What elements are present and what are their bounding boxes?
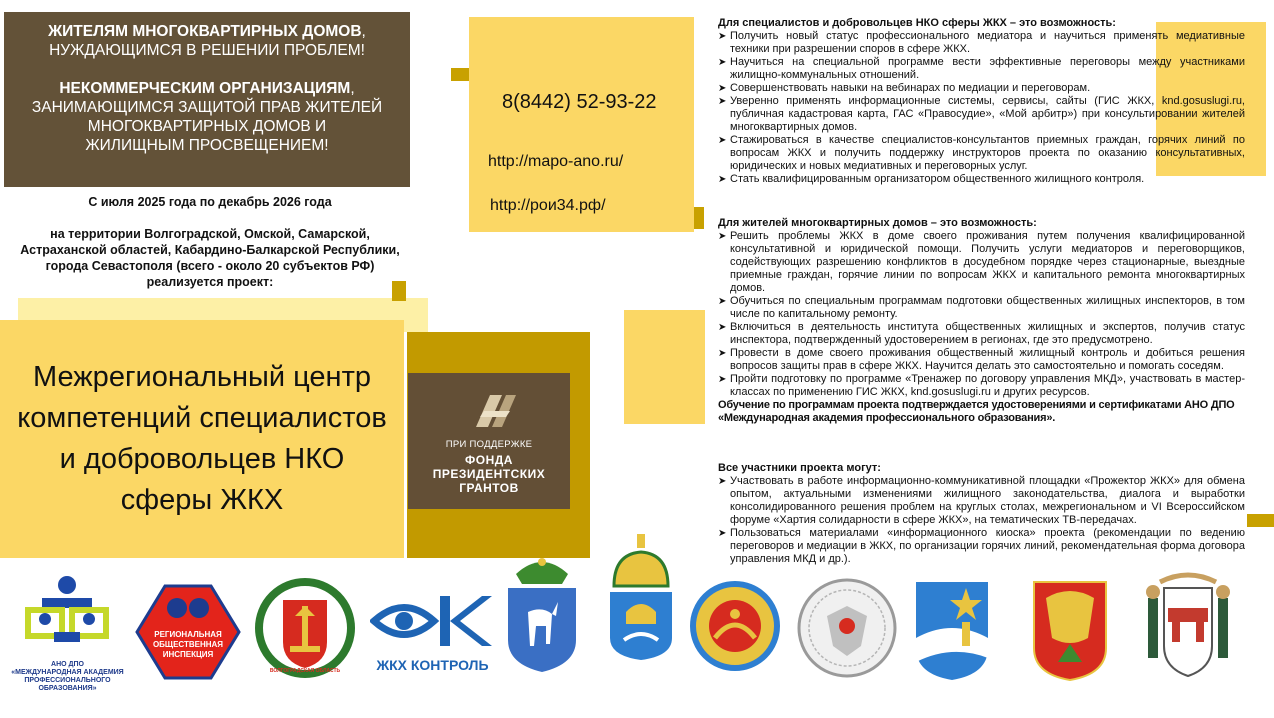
specialists-section <box>718 17 1245 186</box>
contacts-box <box>469 17 694 232</box>
list-item: ➤ Пользоваться материалами «информационного киоска» проекта (рекомендации по ведению переговоров и медиации в ЖКХ, по организации горячих линий, рекомендательная форма договора управления МКД и др.). <box>718 527 1245 566</box>
regional-inspection-logo: РЕГИОНАЛЬНАЯ ОБЩЕСТВЕННАЯ ИНСПЕКЦИЯ <box>135 584 241 680</box>
section-heading: Для специалистов и добровольцев НКО сферы ЖКХ – это возможность: <box>718 17 1116 29</box>
list-item: ➤ Уверенно применять информационные системы, сервисы, сайты (ГИС ЖКХ, knd.gosuslugi.ru, публичная кадастровая карта, ГАС «Правосудие», «Мой арбитр») при консультировании жителей многоквартирных домов. <box>718 95 1245 134</box>
website-link-roi34[interactable]: http://рои34.рф/ <box>490 197 606 214</box>
list-item: ➤ Пройти подготовку по программе «Тренажер по договору управления МКД», участвовать в мастер-классах по применению ГИС ЖКХ, knd.gosuslugi.ru и других ресурсов. <box>718 373 1245 399</box>
volgograd-region-coat-of-arms: ВОЛГОГРАДСКАЯ ОБЛАСТЬ <box>255 576 355 680</box>
regions-seal-icon <box>795 576 899 680</box>
target-audience-box: ЖИТЕЛЯМ МНОГОКВАРТИРНЫХ ДОМОВ, НУЖДАЮЩИМСЯ В РЕШЕНИИ ПРОБЛЕМ! НЕКОММЕРЧЕСКИМ ОРГАНИЗАЦИЯМ, ЗАНИМАЮЩИМСЯ ЗАЩИТОЙ ПРАВ ЖИТЕЛЕЙ МНОГОКВАРТИРНЫХ ДОМОВ И ЖИЛИЩНЫМ ПРОСВЕЩЕНИЕМ! <box>4 12 410 187</box>
kabardino-balkaria-coat-icon <box>1030 578 1110 682</box>
list-item: ➤ Обучиться по специальным программам подготовки общественных жилищных инспекторов, в том числе по капитальному ремонту. <box>718 295 1245 321</box>
project-period: С июля 2025 года по декабрь 2026 года на территории Волгоградской, Омской, Самарской, Астраханской областей, Кабардино-Балкарской Республики, города Севастополя (всего - около 20 субъектов РФ) реализуется проект: <box>20 195 400 289</box>
eye-k-icon <box>370 592 495 650</box>
presidential-grants-logo: ПРИ ПОДДЕРЖКЕ ФОНДА ПРЕЗИДЕНТСКИХ ГРАНТОВ <box>408 373 570 509</box>
section-heading: Все участники проекта могут: <box>718 462 881 474</box>
decor-square-yellow <box>624 310 705 424</box>
section-heading: Для жителей многоквартирных домов – это возможность: <box>718 217 1037 229</box>
list-item: ➤ Участвовать в работе информационно-коммуникативной площадки «Прожектор ЖКХ» для обмена опытом, актуальными изменениями жилищного законодательства, диалога и выработки консолидированного решения проблем на круглых столах, межрегиональном и VI Всероссийском форуме «Хартия солидарности в сфере ЖКХ», на тематических ТВ-передачах. <box>718 475 1245 527</box>
list-item: ➤ Провести в доме своего проживания общественный жилищный контроль и добиться решения вопросов защиты прав в сфере ЖКХ. Научится делать это самостоятельно и помогать соседям. <box>718 347 1245 373</box>
samara-coat-of-arms-icon <box>502 554 582 674</box>
kalmykia-emblem-icon <box>690 572 780 680</box>
zhkh-kontrol-logo: ЖКХ КОНТРОЛЬ <box>370 592 495 672</box>
list-item: ➤ Получить новый статус профессионального медиатора и научиться применять медиативные техники при разрешении споров в сфере ЖКХ. <box>718 30 1245 56</box>
list-item: ➤ Решить проблемы ЖКХ в доме своего проживания путем получения квалифицированной консультативной и юридической помощи. Получить услуги медиаторов и переговорщиков, содействующих разрешению конфликтов в досудебном порядке через стационарные, выездные приемные граждан, горячие линии по вопросам ЖКХ и капитального ремонта многоквартирных домов. <box>718 230 1245 295</box>
residents-section <box>718 217 1245 425</box>
decor-square-small <box>1247 514 1274 527</box>
list-item: ➤ Совершенствовать навыки на вебинарах по медиации и переговорам. <box>718 82 1245 95</box>
website-link-mapo[interactable]: http://mapo-ano.ru/ <box>488 153 624 170</box>
participants-section <box>718 462 1245 566</box>
astrakhan-coat-of-arms-icon <box>606 532 676 662</box>
phone-number[interactable]: 8(8442) 52-93-22 <box>502 91 657 113</box>
grants-fund-icon <box>470 387 520 437</box>
audience-nko-heading: НЕКОММЕРЧЕСКИМ ОРГАНИЗАЦИЯМ <box>59 80 351 97</box>
audience-residents-heading: ЖИТЕЛЯМ МНОГОКВАРТИРНЫХ ДОМОВ <box>48 23 362 40</box>
certification-note: Обучение по программам проекта подтверждается удостоверениями и сертификатами АНО ДПО «Международная академия профессионального образования». <box>718 399 1235 424</box>
list-item: ➤ Стать квалифицированным организатором общественного жилищного контроля. <box>718 173 1245 186</box>
audience-residents-text: НУЖДАЮЩИМСЯ В РЕШЕНИИ ПРОБЛЕМ! <box>49 42 365 59</box>
list-item: ➤ Включиться в деятельность института общественных жилищных и экспертов, получив статус инспектора, подтвержденный удостоверением в регионах, где это предусмотрено. <box>718 321 1245 347</box>
volgograd-shield-icon <box>255 576 355 680</box>
partner-logos-row <box>0 570 1274 718</box>
sevastopol-coat-of-arms-icon <box>912 578 992 682</box>
project-title: Межрегиональный центр компетенций специалистов и добровольцев НКО сферы ЖКХ <box>0 320 404 558</box>
omsk-coat-of-arms-icon <box>1130 568 1246 688</box>
list-item: ➤ Стажироваться в качестве специалистов-консультантов приемных граждан, горячих линий по вопросам ЖКХ и получить поддержку инструкторов проекта по оказанию консультативных, юридических и новых медиативных и переговорных услуг. <box>718 134 1245 173</box>
academy-icon <box>10 574 125 656</box>
list-item: ➤ Научиться на специальной программе вести эффективные переговоры между участниками жилищно-коммунальных отношений. <box>718 56 1245 82</box>
audience-nko-text: ЗАНИМАЮЩИМСЯ ЗАЩИТОЙ ПРАВ ЖИТЕЛЕЙ <box>31 99 383 116</box>
ano-dpo-logo: АНО ДПО «МЕЖДУНАРОДНАЯ АКАДЕМИЯ ПРОФЕССИОНАЛЬНОГО ОБРАЗОВАНИЯ» <box>10 574 125 680</box>
